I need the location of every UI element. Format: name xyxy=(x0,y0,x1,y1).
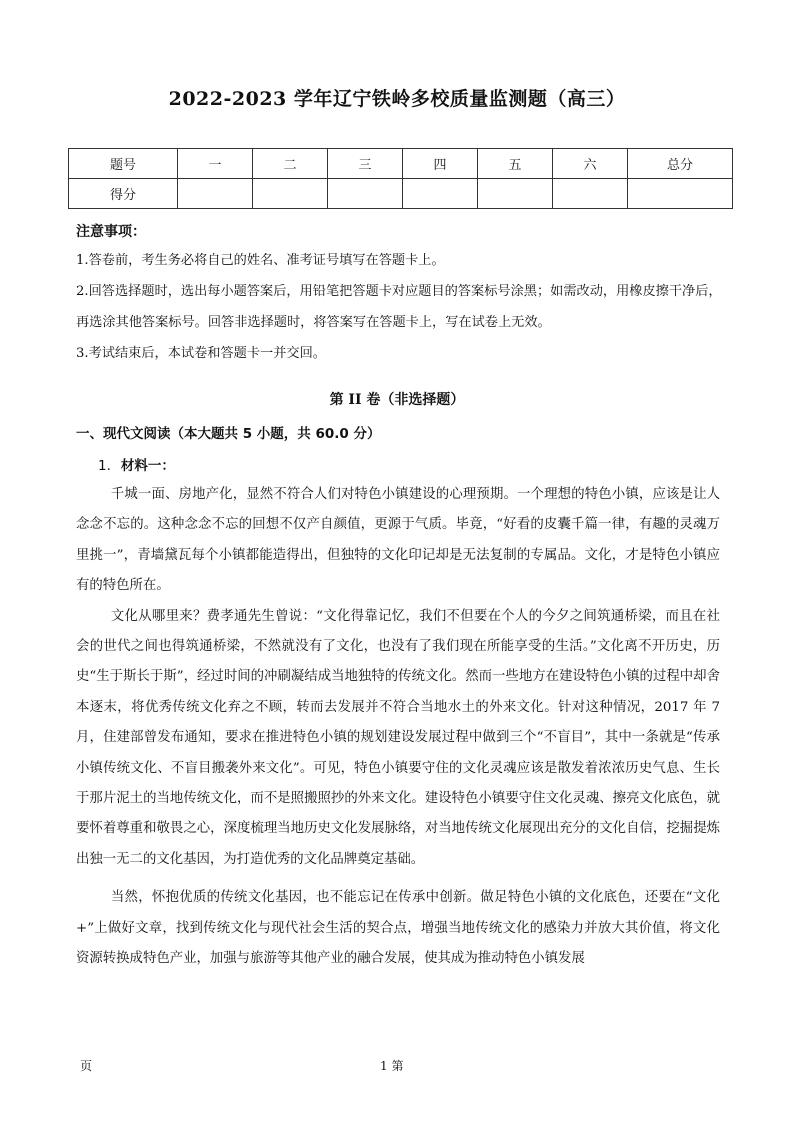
score-table-header-cell: 题号 xyxy=(69,149,178,179)
score-table-header-cell: 六 xyxy=(553,149,628,179)
part-heading: 一、现代文阅读（本大题共 5 小题，共 60.0 分） xyxy=(76,426,381,442)
score-cell[interactable] xyxy=(328,179,403,209)
score-table-header-cell: 二 xyxy=(253,149,328,179)
score-table-header-row xyxy=(69,149,733,179)
score-cell[interactable] xyxy=(628,179,733,209)
notice-item-1: 1.答卷前，考生务必将自己的姓名、准考证号填写在答题卡上。 xyxy=(76,253,445,268)
score-cell[interactable] xyxy=(253,179,328,209)
footer-page-label: 页 xyxy=(80,1059,93,1073)
score-row-label: 得分 xyxy=(69,179,178,209)
question-label xyxy=(98,454,175,474)
passage-paragraph-1: 千城一面、房地产化，显然不符合人们对特色小镇建设的心理预期。一个理想的特色小镇，应该是让人念念不忘的。这种念念不忘的回想不仅产自颜值，更源于气质。毕竟，“好看的皮囊千篇一律，有趣的灵魂万里挑一”，青墙黛瓦每个小镇都能造得出，但独特的文化印记却是无法复制的专属品。文化，才是特色小镇应有的特色所在。 xyxy=(76,487,720,594)
material-label: 材料一： xyxy=(120,458,175,474)
score-cell[interactable] xyxy=(403,179,478,209)
score-cell[interactable] xyxy=(478,179,553,209)
passage-paragraph-3: 当然，怀抱优质的传统文化基因，也不能忘记在传承中创新。做足特色小镇的文化底色，还要在“文化+”上做好文章，找到传统文化与现代社会生活的契合点，增强当地传统文化的感染力并放大其价值，将文化资源转换成特色产业，加强与旅游等其他产业的融合发展，使其成为推动特色小镇发展 xyxy=(76,890,720,967)
footer-page-number: 1 第 xyxy=(380,1059,404,1073)
score-cell[interactable] xyxy=(178,179,253,209)
score-cell[interactable] xyxy=(553,179,628,209)
reading-passage xyxy=(76,480,720,975)
score-table xyxy=(68,148,733,209)
passage-paragraph-2: 文化从哪里来？费孝通先生曾说：“文化得靠记忆，我们不但要在个人的今夕之间筑通桥梁，而且在社会的世代之间也得筑通桥梁，不然就没有了文化，也没有了我们现在所能享受的生活。”文化离不开历史，历史“生于斯长于斯”，经过时间的冲刷凝结成当地独特的传统文化。然而一些地方在建设特色小镇的过程中却舍本逐末，将优秀传统文化弃之不顾，转而去发展并不符合当地水土的外来文化。针对这种情况，2017 年 7 月，住建部曾发布通知，要求在推进特色小镇的规划建设发展过程中做到三个“不盲目”，其中一条就是“传承小镇传统文化、不盲目搬袭外来文化”。可见，特色小镇要守住的文化灵魂应该是散发着浓浓历史气息、生长于那片泥土的当地传统文化，而不是照搬照抄的外来文化。建设特色小镇要守住文化灵魂、擦亮文化底色，就要怀着尊重和敬畏之心，深度梳理当地历史文化发展脉络，对当地传统文化展现出充分的文化自信，挖掘提炼出独一无二的文化基因，为打造优秀的文化品牌奠定基础。 xyxy=(76,608,720,867)
score-table-score-row xyxy=(69,179,733,209)
notice-heading: 注意事项： xyxy=(76,224,146,240)
score-table-header-cell: 三 xyxy=(328,149,403,179)
notice-item-3: 3.考试结束后，本试卷和答题卡一并交回。 xyxy=(76,346,326,361)
score-table-header-cell: 五 xyxy=(478,149,553,179)
score-table-header-cell: 四 xyxy=(403,149,478,179)
notice-item-2: 2.回答选择题时，选出每小题答案后，用铅笔把答题卡对应题目的答案标号涂黑；如需改动，用橡皮擦干净后，再选涂其他答案标号。回答非选择题时，将答案写在答题卡上，写在试卷上无效。 xyxy=(76,284,722,330)
question-number: 1. xyxy=(98,458,111,474)
section-title: 第 II 卷（非选择题） xyxy=(329,392,465,408)
score-table-header-cell: 一 xyxy=(178,149,253,179)
score-table-header-cell: 总分 xyxy=(628,149,733,179)
page-title: 2022-2023 学年辽宁铁岭多校质量监测题（高三） xyxy=(168,88,626,110)
